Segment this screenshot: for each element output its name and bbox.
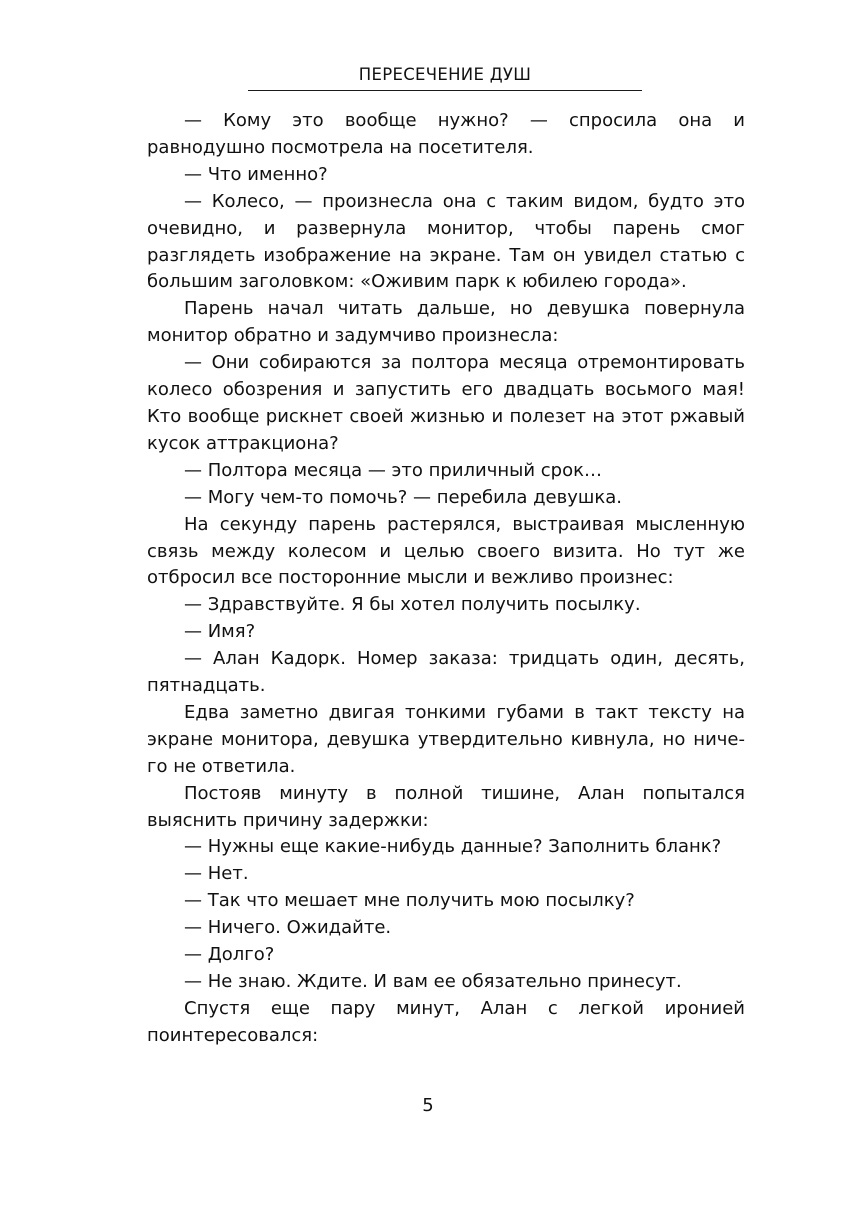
paragraph: Едва заметно двигая тонкими губами в такт тексту на экране монитора, девушка утвердительно кивнула, но ничего не ответила. bbox=[147, 701, 745, 777]
body-text bbox=[147, 108, 745, 1050]
paragraph: На секунду парень растерялся, выстраивая мысленную связь между колесом и целью своего визита. Но тут же отбросил все посторонние мысли и вежливо произнес: bbox=[147, 513, 745, 589]
paragraph: — Кому это вообще нужно? — спросила она и равнодушно посмотрела на посетителя. bbox=[147, 110, 745, 158]
paragraph: — Нет. bbox=[184, 863, 249, 885]
paragraph: Парень начал читать дальше, но девушка повернула монитор обратно и задумчиво произнесла: bbox=[147, 298, 745, 347]
paragraph: — Так что мешает мне получить мою посылку? bbox=[184, 890, 635, 912]
paragraph: — Долго? bbox=[184, 944, 275, 966]
paragraph: — Колесо, — произнесла она с таким видом, будто это очевидно, и развернула монитор, чтобы парень смог разглядеть изображение на экране. Там он увидел статью с большим заголовком: «Оживим парк к юбилею города». bbox=[147, 190, 745, 293]
paragraph: — Имя? bbox=[184, 621, 256, 643]
paragraph: — Не знаю. Ждите. И вам ее обязательно принесут. bbox=[184, 971, 682, 992]
page-number: 5 bbox=[422, 1095, 434, 1116]
paragraph: — Алан Кадорк. Номер заказа: тридцать один, десять, пятнадцать. bbox=[147, 648, 745, 697]
paragraph: — Они собираются за полтора месяца отремонтировать колесо обозрения и запустить его двадцать восьмого мая! Кто вообще рискнет своей жизнью и полезет на этот ржавый кусок аттракциона? bbox=[147, 352, 745, 454]
paragraph: — Нужны еще какие-нибудь данные? Заполнить бланк? bbox=[184, 836, 722, 858]
paragraph: Постояв минуту в полной тишине, Алан попытался выяснить причину задержки: bbox=[147, 782, 745, 831]
paragraph: — Что именно? bbox=[184, 163, 328, 185]
paragraph: Спустя еще пару минут, Алан с легкой иронией поинтересовался: bbox=[147, 997, 745, 1046]
paragraph: — Здравствуйте. Я бы хотел получить посылку. bbox=[184, 594, 641, 616]
paragraph: — Ничего. Ожидайте. bbox=[184, 917, 392, 939]
paragraph: — Могу чем-то помочь? — перебила девушка. bbox=[184, 486, 622, 508]
running-head-title: ПЕРЕСЕЧЕНИЕ ДУШ bbox=[248, 64, 642, 91]
paragraph: — Полтора месяца — это приличный срок… bbox=[184, 459, 602, 481]
